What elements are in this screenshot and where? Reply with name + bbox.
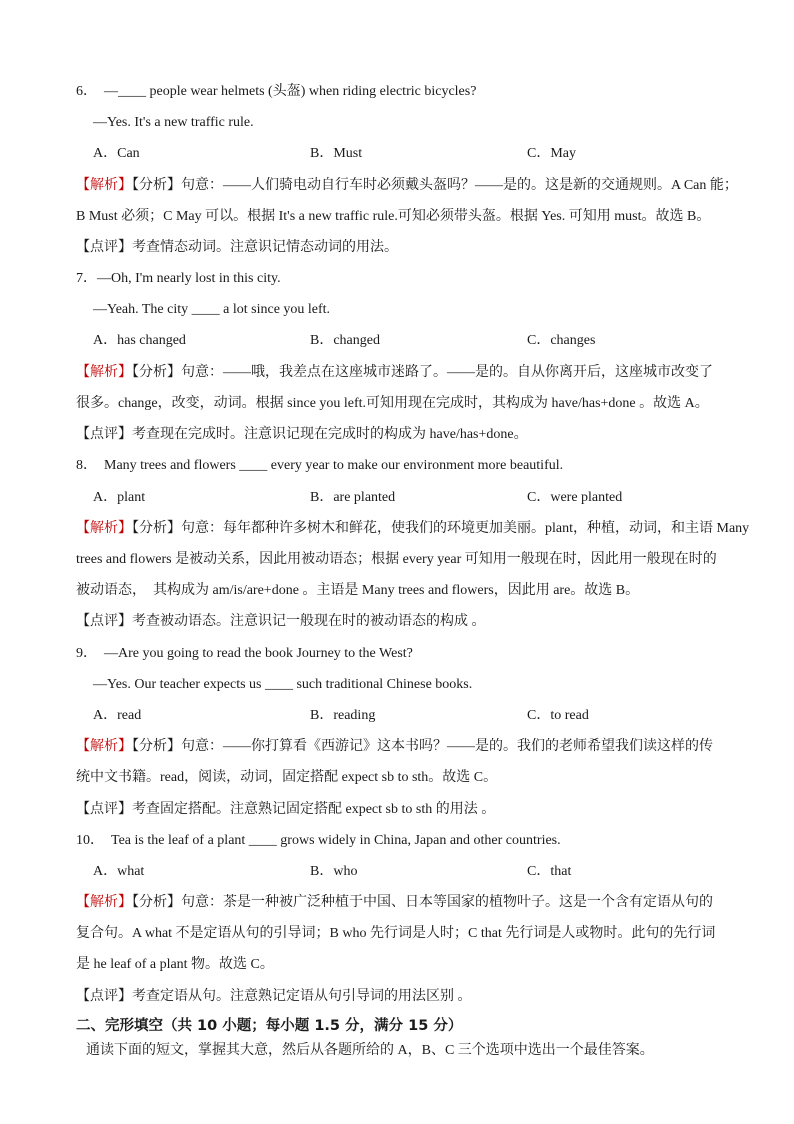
section-2-title: 二、完形填空（共 10 小题；每小题 1.5 分，满分 15 分） xyxy=(76,1018,463,1034)
q7-comment: 【点评】考查现在完成时。注意识记现在完成时的构成为 have/has+done。 xyxy=(76,427,528,442)
q6-analysis-line-2: B Must 必须；C May 可以。根据 It's a new traffic rule.可知必须带头盔。根据 Yes. 可知用 must。故选 B。 xyxy=(76,209,711,224)
q7-option-b: B．changed xyxy=(310,333,380,348)
section-2-instruction: 通读下面的短文，掌握其大意，然后从各题所给的 A，B、C 三个选项中选出一个最佳答案。 xyxy=(86,1043,654,1058)
q6-reply: —Yes. It's a new traffic rule. xyxy=(93,115,254,130)
q9-option-c: C．to read xyxy=(527,708,589,723)
q10-analysis-line-3: 是 he leaf of a plant 物。故选 C。 xyxy=(76,957,274,972)
q9-analysis-tag: 【解析】 xyxy=(76,739,132,754)
q8-stem: 8． Many trees and flowers ____ every year to make our environment more beautiful. xyxy=(76,458,564,473)
q6-option-a: A．Can xyxy=(93,146,140,161)
q9-reply: —Yes. Our teacher expects us ____ such traditional Chinese books. xyxy=(93,677,473,692)
q7-analysis-line-1: 【解析】【分析】句意：——哦，我差点在这座城市迷路了。——是的。自从你离开后，这座城市改变了 xyxy=(76,365,713,380)
q10-stem: 10． Tea is the leaf of a plant ____ grows widely in China, Japan and other countries. xyxy=(76,833,561,848)
q6-analysis-line-1: 【解析】【分析】句意：——人们骑电动自行车时必须戴头盔吗？——是的。这是新的交通规则。A Can 能； xyxy=(76,178,738,193)
q10-option-a: A．what xyxy=(93,864,145,879)
q7-reply: —Yeah. The city ____ a lot since you left. xyxy=(93,302,331,317)
q6-option-c: C．May xyxy=(527,146,576,161)
q8-analysis-tag: 【解析】 xyxy=(76,521,132,536)
q9-comment: 【点评】考查固定搭配。注意熟记固定搭配 expect sb to sth 的用法 。 xyxy=(76,802,496,817)
q9-stem: 9． —Are you going to read the book Journey to the West? xyxy=(76,646,413,661)
q10-comment: 【点评】考查定语从句。注意熟记定语从句引导词的用法区别 。 xyxy=(76,989,472,1004)
q9-analysis-line-2: 统中文书籍。read，阅读，动词，固定搭配 expect sb to sth。故选 C。 xyxy=(76,770,498,785)
q8-analysis-line-2: trees and flowers 是被动关系，因此用被动语态；根据 every year 可知用一般现在时，因此用一般现在时的 xyxy=(76,552,717,567)
q7-analysis-tag: 【解析】 xyxy=(76,365,132,380)
q8-option-b: B．are planted xyxy=(310,490,396,505)
q8-analysis-line-3: 被动语态， 其构成为 am/is/are+done 。主语是 Many trees and flowers，因此用 are。故选 B。 xyxy=(76,583,640,598)
q7-stem: 7．—Oh, I'm nearly lost in this city. xyxy=(76,271,281,286)
q7-option-a: A．has changed xyxy=(93,333,186,348)
q6-comment: 【点评】考查情态动词。注意识记情态动词的用法。 xyxy=(76,240,398,255)
q7-analysis-line-2: 很多。change，改变，动词。根据 since you left.可知用现在完成时，其构成为 have/has+done 。故选 A。 xyxy=(76,396,709,411)
q9-analysis-line-1: 【解析】【分析】句意：——你打算看《西游记》这本书吗？——是的。我们的老师希望我们读这样的传 xyxy=(76,739,713,754)
q8-option-c: C．were planted xyxy=(527,490,623,505)
q9-option-b: B．reading xyxy=(310,708,376,723)
q8-comment: 【点评】考查被动语态。注意识记一般现在时的被动语态的构成 。 xyxy=(76,614,486,629)
q6-analysis-tag: 【解析】 xyxy=(76,178,132,193)
q10-option-b: B．who xyxy=(310,864,358,879)
q10-analysis-tag: 【解析】 xyxy=(76,895,132,910)
q7-option-c: C．changes xyxy=(527,333,596,348)
q10-analysis-line-1: 【解析】【分析】句意：茶是一种被广泛种植于中国、日本等国家的植物叶子。这是一个含有定语从句的 xyxy=(76,895,713,910)
q8-option-a: A．plant xyxy=(93,490,146,505)
q9-option-a: A．read xyxy=(93,708,142,723)
q6-option-b: B．Must xyxy=(310,146,363,161)
q10-analysis-line-2: 复合句。A what 不是定语从句的引导词；B who 先行词是人时；C that 先行词是人或物时。此句的先行词 xyxy=(76,926,716,941)
q10-option-c: C．that xyxy=(527,864,572,879)
q6-stem: 6． —____ people wear helmets (头盔) when riding electric bicycles? xyxy=(76,84,477,99)
q8-analysis-line-1: 【解析】【分析】句意：每年都种许多树木和鲜花，使我们的环境更加美丽。plant，种植，动词，和主语 Many xyxy=(76,521,750,536)
